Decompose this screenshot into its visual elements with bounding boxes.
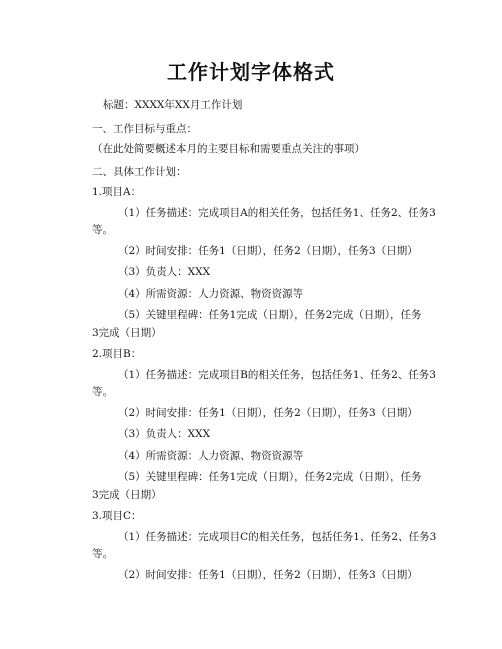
- project-b-milestones: （5）关键里程碑：任务1完成（日期），任务2完成（日期），任务: [118, 471, 422, 483]
- project-a-milestones: （5）关键里程碑：任务1完成（日期），任务2完成（日期），任务: [118, 309, 422, 321]
- project-b-task-description-cont: 等。: [92, 386, 113, 398]
- project-b-heading: 2.项目B：: [92, 348, 142, 360]
- project-c-task-description-cont: 等。: [92, 548, 113, 560]
- project-b-resources: （4）所需资源：人力资源、物资资源等: [118, 450, 304, 462]
- project-a-owner: （3）负责人：XXX: [118, 266, 211, 278]
- project-c-task-description: （1）任务描述：完成项目C的相关任务，包括任务1、任务2、任务3: [118, 531, 437, 543]
- project-b-owner: （3）负责人：XXX: [118, 428, 211, 440]
- section-1-note: （在此处简要概述本月的主要目标和需要重点关注的事项）: [92, 143, 365, 155]
- section-2-heading: 二、具体工作计划：: [92, 166, 187, 178]
- project-b-schedule: （2）时间安排：任务1（日期），任务2（日期），任务3（日期）: [118, 407, 418, 419]
- project-a-task-description-cont: 等。: [92, 224, 113, 236]
- project-a-heading: 1.项目A：: [92, 186, 142, 198]
- plan-subtitle: 标题：XXXX年XX月工作计划: [103, 99, 243, 111]
- project-a-task-description: （1）任务描述：完成项目A的相关任务，包括任务1、任务2、任务3: [118, 207, 436, 219]
- project-a-milestones-cont: 3完成（日期）: [92, 327, 162, 339]
- document-title: 工作计划字体格式: [167, 60, 335, 84]
- project-c-schedule: （2）时间安排：任务1（日期），任务2（日期），任务3（日期）: [118, 569, 418, 581]
- project-a-schedule: （2）时间安排：任务1（日期），任务2（日期），任务3（日期）: [118, 245, 418, 257]
- project-b-milestones-cont: 3完成（日期）: [92, 489, 162, 501]
- project-b-task-description: （1）任务描述：完成项目B的相关任务，包括任务1、任务2、任务3: [118, 369, 436, 381]
- project-a-resources: （4）所需资源：人力资源、物资资源等: [118, 288, 304, 300]
- project-c-heading: 3.项目C：: [92, 510, 142, 522]
- section-1-heading: 一、工作目标与重点：: [92, 123, 197, 135]
